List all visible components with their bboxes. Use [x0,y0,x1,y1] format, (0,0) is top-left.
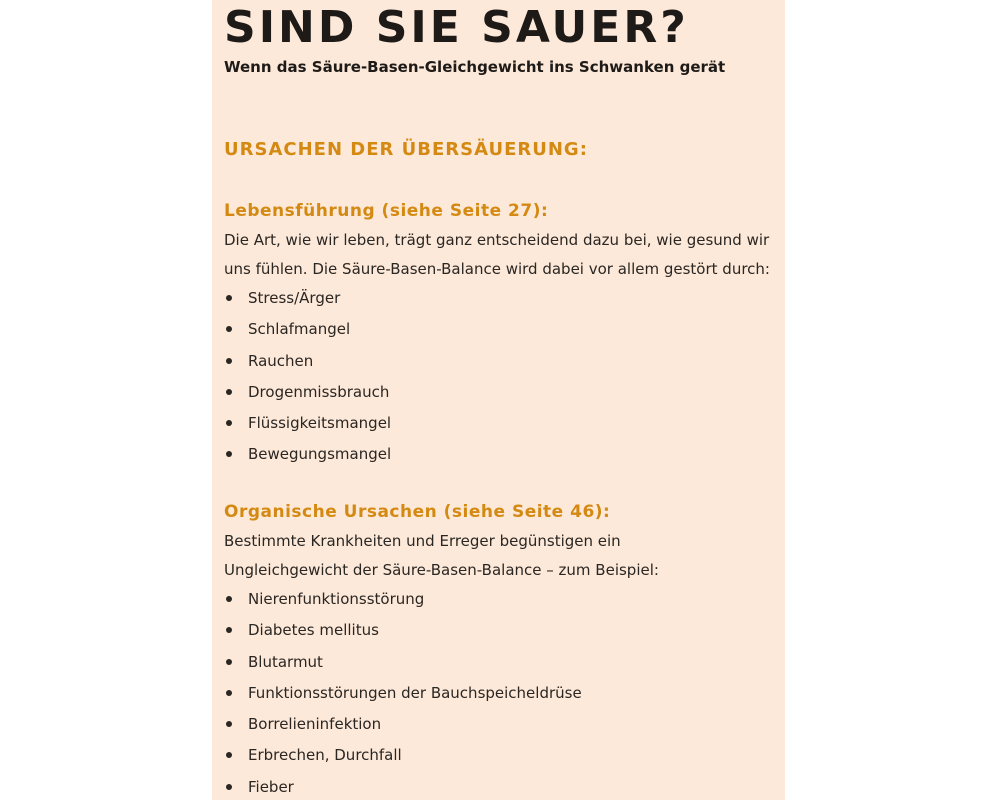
bullet-icon [226,389,232,395]
bullet-icon [226,451,232,457]
list-item-label: Bewegungsmangel [248,445,392,464]
list-item-label: Schlafmangel [248,320,351,339]
bullet-icon [226,627,232,633]
list-item [224,678,780,709]
paragraph-line: Die Art, wie wir leben, trägt ganz entscheidend dazu bei, wie gesund wir [224,231,770,249]
list-item [224,314,780,345]
list-item-label: Rauchen [248,351,314,370]
bullet-icon [226,420,232,426]
page-title: SIND SIE SAUER? [224,2,689,53]
paragraph-line: Ungleichgewicht der Säure-Basen-Balance – zum Beispiel: [224,560,659,579]
list-item-label: Flüssigkeitsmangel [248,414,392,433]
paragraph-line: uns fühlen. Die Säure-Basen-Balance wird dabei vor allem gestört durch: [224,259,770,278]
lifestyle-paragraph [224,226,780,283]
list-item-label: Nierenfunktionsstörung [248,590,425,608]
list-item [224,408,780,439]
lifestyle-list [224,283,780,471]
lifestyle-section [224,198,780,471]
list-item [224,584,780,615]
organic-paragraph [224,527,780,584]
list-item [224,439,780,470]
lifestyle-heading: Lebensführung (siehe Seite 27): [224,201,549,221]
section-heading: URSACHEN DER ÜBERSÄUERUNG: [224,139,588,160]
bullet-icon [226,596,232,602]
list-item-label: Borrelieninfektion [248,715,382,734]
list-item-label: Diabetes mellitus [248,621,379,640]
list-item [224,283,780,314]
organic-section [224,499,780,800]
bullet-icon [226,358,232,364]
list-item-label: Drogenmissbrauch [248,382,390,401]
document-page [212,0,785,800]
list-item-label: Fieber [248,777,294,796]
bullet-icon [226,752,232,758]
list-item [224,709,780,740]
bullet-icon [226,326,232,332]
paragraph-line: Bestimmte Krankheiten und Erreger begünstigen ein [224,532,621,550]
list-item-label: Blutarmut [248,652,323,671]
bullet-icon [226,659,232,665]
list-item [224,647,780,678]
list-item-label: Funktionsstörungen der Bauchspeicheldrüse [248,683,582,702]
list-item [224,772,780,800]
organic-heading: Organische Ursachen (siehe Seite 46): [224,502,611,522]
list-item [224,346,780,377]
bullet-icon [226,690,232,696]
list-item [224,377,780,408]
bullet-icon [226,721,232,727]
list-item-label: Erbrechen, Durchfall [248,746,402,765]
page-subtitle: Wenn das Säure-Basen-Gleichgewicht ins Schwanken gerät [224,58,726,76]
organic-list [224,584,780,800]
bullet-icon [226,295,232,301]
list-item [224,615,780,646]
list-item [224,740,780,771]
bullet-icon [226,784,232,790]
list-item-label: Stress/Ärger [248,289,341,307]
